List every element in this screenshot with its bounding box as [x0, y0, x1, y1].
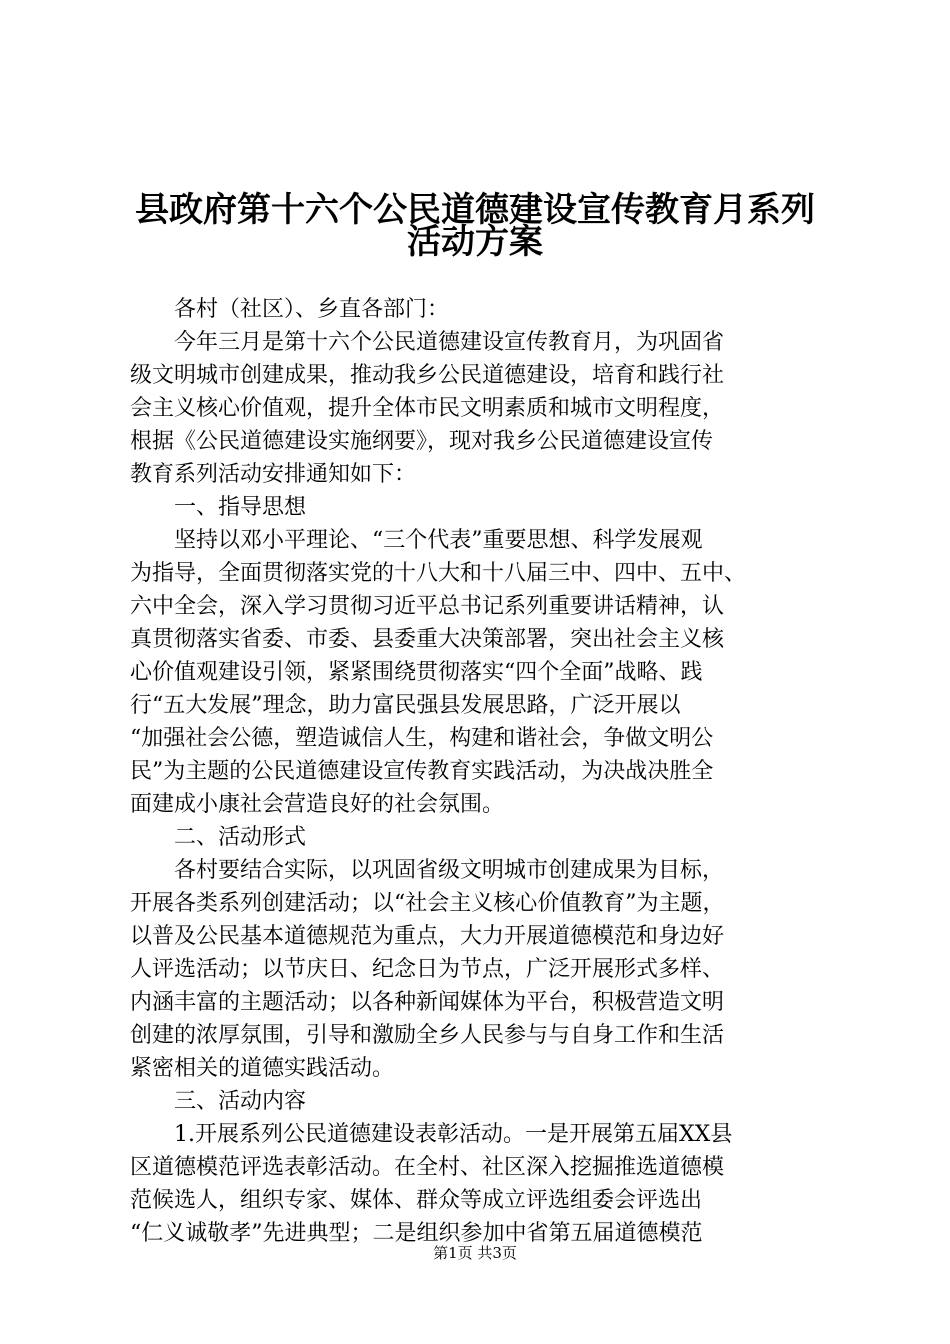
text-line: 民”为主题的公民道德建设宣传教育实践活动，为决战决胜全	[130, 759, 714, 784]
text-line: 根据《公民道德建设实施纲要》，现对我乡公民道德建设宣传	[130, 429, 714, 454]
text-line: “仁义诚敬孝”先进典型；二是组织参加中省第五届道德模范	[130, 1221, 703, 1246]
text-line: 面建成小康社会营造良好的社会氛围。	[130, 792, 505, 817]
text-line: 级文明城市创建成果，推动我乡公民道德建设，培育和践行社	[130, 363, 725, 388]
text-line: 今年三月是第十六个公民道德建设宣传教育月，为巩固省	[130, 330, 725, 355]
section-heading: 二、活动形式	[130, 825, 307, 850]
document-title-line-2: 活动方案	[407, 222, 543, 262]
section-heading: 一、指导思想	[130, 495, 307, 520]
text-line: 以普及公民基本道德规范为重点，大力开展道德模范和身边好	[130, 924, 725, 949]
text-line: 六中全会，深入学习贯彻习近平总书记系列重要讲话精神，认	[130, 594, 725, 619]
text-line: 开展各类系列创建活动；以“社会主义核心价值教育”为主题，	[130, 891, 725, 916]
text-line: 教育系列活动安排通知如下：	[130, 462, 417, 487]
text-line: 人评选活动；以节庆日、纪念日为节点，广泛开展形式多样、	[130, 957, 725, 982]
text-line: 会主义核心价值观，提升全体市民文明素质和城市文明程度，	[130, 396, 725, 421]
text-line: 真贯彻落实省委、市委、县委重大决策部署，突出社会主义核	[130, 627, 725, 652]
text-line: 范候选人，组织专家、媒体、群众等成立评选组委会评选出	[130, 1188, 703, 1213]
text-line: 行“五大发展”理念，助力富民强县发展思路，广泛开展以	[130, 693, 681, 718]
text-line: 1.开展系列公民道德建设表彰活动。一是开展第五届XX县	[130, 1122, 733, 1147]
section-heading: 三、活动内容	[130, 1089, 307, 1114]
text-line: 坚持以邓小平理论、“三个代表”重要思想、科学发展观	[130, 528, 703, 553]
page-number: 第1页 共3页	[433, 1244, 517, 1262]
text-line: 心价值观建设引领，紧紧围绕贯彻落实“四个全面”战略、践	[130, 660, 703, 685]
text-line: 紧密相关的道德实践活动。	[130, 1056, 395, 1081]
text-line: 区道德模范评选表彰活动。在全村、社区深入挖掘推选道德模	[130, 1155, 725, 1180]
text-line: 创建的浓厚氛围，引导和激励全乡人民参与与自身工作和生活	[130, 1023, 725, 1048]
text-line: 各村要结合实际，以巩固省级文明城市创建成果为目标，	[130, 858, 725, 883]
text-line: 各村（社区）、乡直各部门：	[130, 297, 450, 322]
text-line: 为指导，全面贯彻落实党的十八大和十八届三中、四中、五中、	[130, 561, 747, 586]
document-title-line-1: 县政府第十六个公民道德建设宣传教育月系列	[135, 190, 815, 230]
text-line: “加强社会公德，塑造诚信人生，构建和谐社会，争做文明公	[130, 726, 714, 751]
text-line: 内涵丰富的主题活动；以各种新闻媒体为平台，积极营造文明	[130, 990, 725, 1015]
